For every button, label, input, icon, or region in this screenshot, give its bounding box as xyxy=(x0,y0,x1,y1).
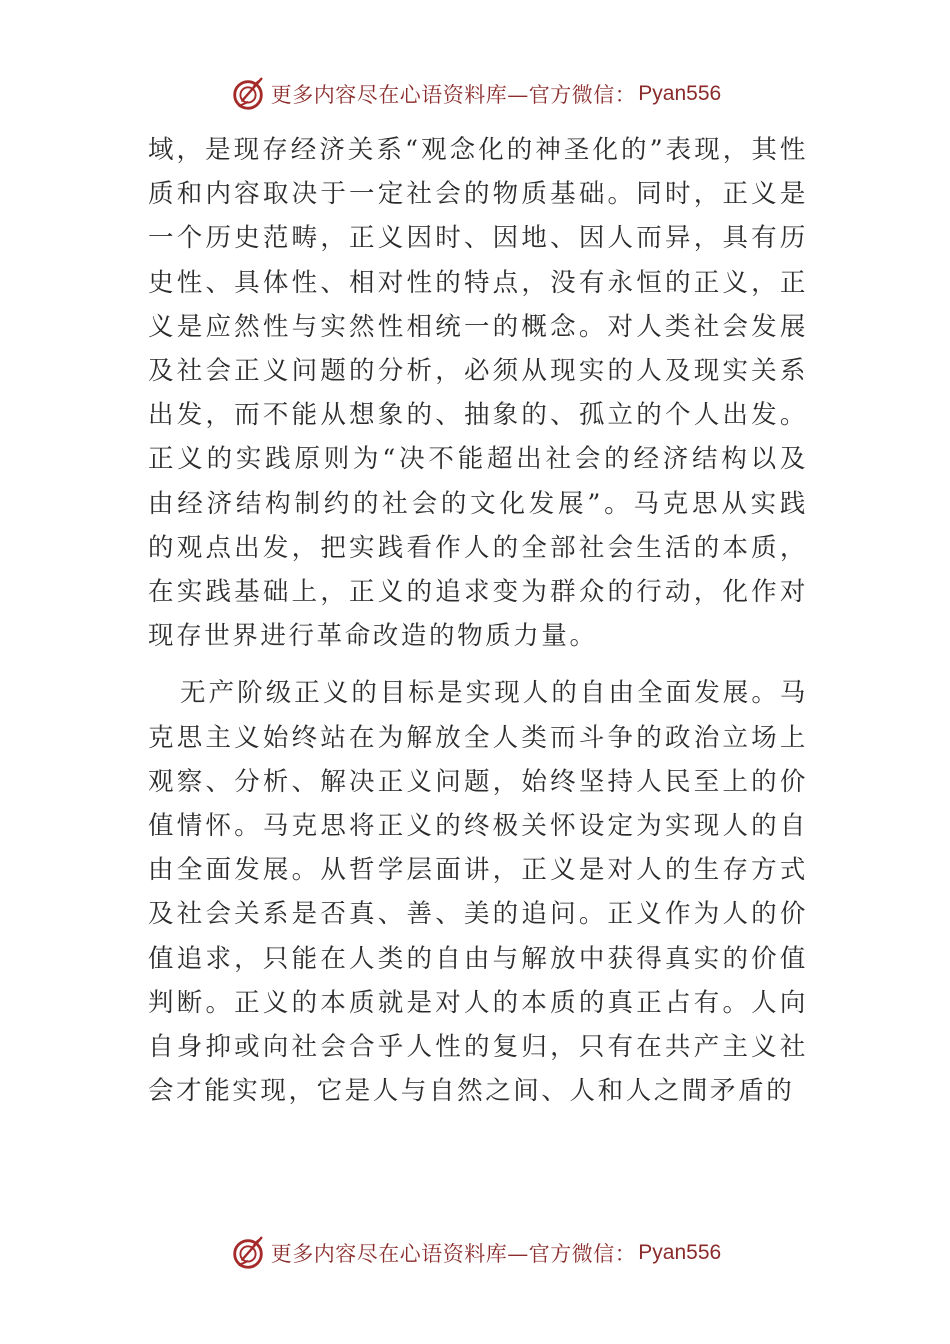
footer-banner xyxy=(0,1233,950,1273)
header-wechat-id: Pyan556 xyxy=(638,82,722,105)
paragraph-1: 域，是现存经济关系“观念化的神圣化的”表现，其性质和内容取决于一定社会的物质基础。同时，正义是一个历史范畴，正义因时、因地、因人而异，具有历史性、具体性、相对性的特点，没有永恒的正义，正义是应然性与实然性相统一的概念。对人类社会发展及社会正义问题的分析，必须从现实的人及现实关系出发，而不能从想象的、抽象的、孤立的个人出发。正义的实践原则为“决不能超出社会的经济结构以及由经济结构制约的社会的文化发展”。马克思从实践的观点出发，把实践看作人的全部社会生活的本质，在实践基础上，正义的追求变为群众的行动，化作对现存世界进行革命改造的物质力量。 xyxy=(148,135,808,652)
footer-banner-text: 更多内容尽在心语资料库—官方微信： xyxy=(270,1242,637,1266)
header-banner xyxy=(0,74,950,114)
document-body xyxy=(148,128,808,1113)
header-banner-text: 更多内容尽在心语资料库—官方微信： xyxy=(270,83,637,107)
paragraph-2: 无产阶级正义的目标是实现人的自由全面发展。马克思主义始终站在为解放全人类而斗争的政治立场上观察、分析、解决正义问题，始终坚持人民至上的价值情怀。马克思将正义的终极关怀设定为实现人的自由全面发展。从哲学层面讲，正义是对人的生存方式及社会关系是否真、善、美的追问。正义作为人的价值追求，只能在人类的自由与解放中获得真实的价值判断。正义的本质就是对人的本质的真正占有。人向自身抑或向社会合乎人性的复归，只有在共产主义社会才能实现，它是人与自然之间、人和人之間矛盾的 xyxy=(148,678,808,1107)
seal-logo-icon xyxy=(229,75,267,113)
seal-logo-icon xyxy=(229,1234,267,1272)
footer-wechat-id: Pyan556 xyxy=(638,1241,722,1264)
